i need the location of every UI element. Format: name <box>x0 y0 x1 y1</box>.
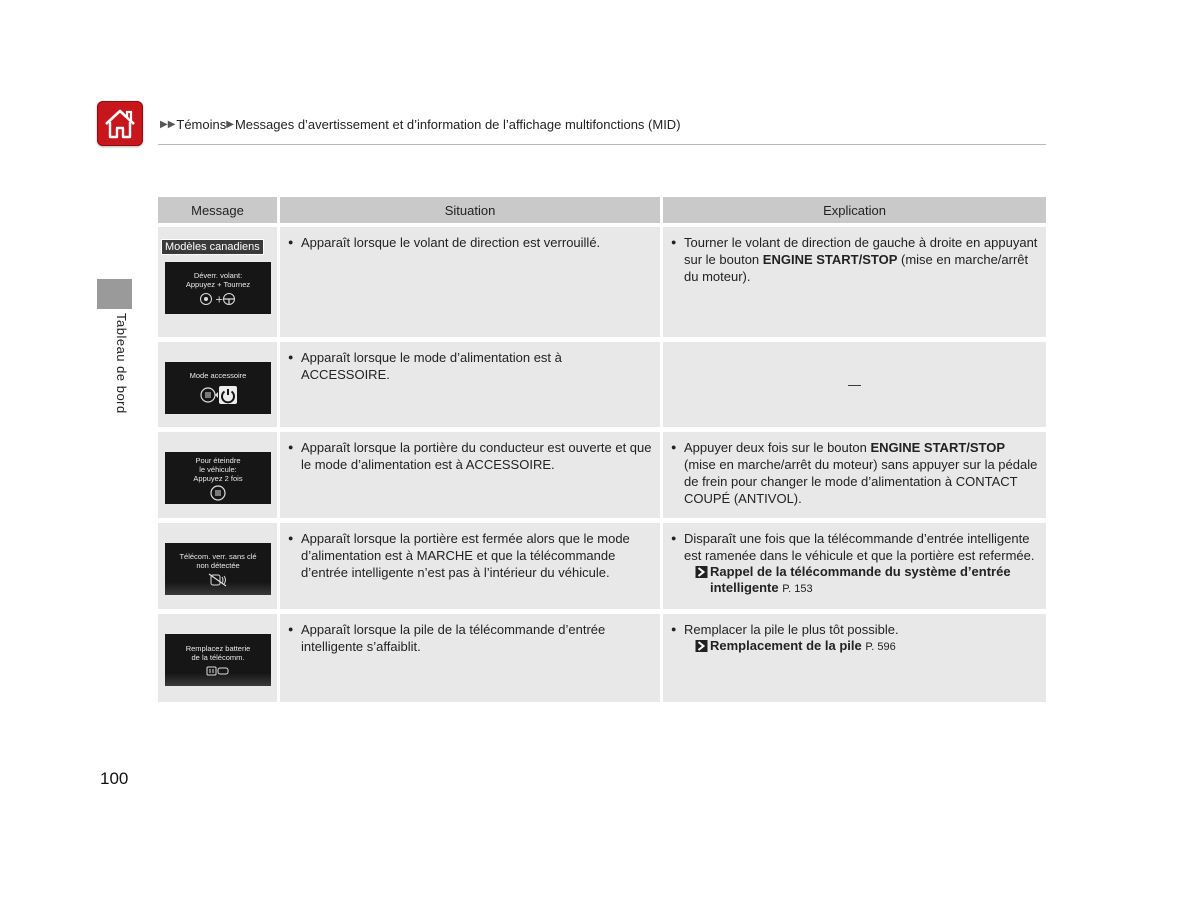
key-fob-icon <box>206 573 230 587</box>
explication-cell <box>663 432 1046 518</box>
situation-text: Apparaît lorsque la portière est fermée alors que le mode d’alimentation est à MARCHE et que la télécommande d’entrée intelligente n’est pas à l’intérieur du véhicule. <box>301 531 630 580</box>
column-header-message: Message <box>158 197 277 223</box>
breadcrumb-title: Messages d’avertissement et d’information de l’affichage multifonctions (MID) <box>234 117 681 132</box>
situation-cell <box>280 342 660 427</box>
bullet-icon: ● <box>288 352 294 362</box>
message-cell <box>158 523 277 609</box>
messages-table <box>158 197 1046 707</box>
start-button-icon <box>210 485 226 501</box>
explication-cell <box>663 614 1046 702</box>
breadcrumb-section-link[interactable]: Témoins <box>176 117 227 132</box>
cross-reference-link[interactable] <box>671 564 1038 597</box>
screen-line: le véhicule: <box>199 464 237 474</box>
mid-screen-key-not-detected <box>165 543 271 595</box>
bullet-icon: ● <box>671 237 677 247</box>
message-cell <box>158 342 277 427</box>
battery-icon <box>205 665 231 677</box>
screen-line: Télécom. verr. sans clé <box>179 551 257 561</box>
header-rule <box>158 144 1046 145</box>
power-button-icon <box>196 385 240 405</box>
cross-reference-link[interactable] <box>671 638 1038 655</box>
steering-wheel-icon <box>198 292 238 306</box>
screen-line: non détectée <box>196 560 240 570</box>
bullet-icon: ● <box>288 237 294 247</box>
home-icon <box>103 108 137 140</box>
situation-cell <box>280 432 660 518</box>
explication-text: Tourner le volant de direction de gauche à droite en appuyant sur le bouton ENGINE START/STOP (mise en marche/arrêt du moteur). <box>684 235 1038 284</box>
column-header-explication: Explication <box>663 197 1046 223</box>
bullet-icon: ● <box>288 442 294 452</box>
message-cell <box>158 227 277 337</box>
table-header-row <box>158 197 1046 223</box>
column-header-situation: Situation <box>280 197 660 223</box>
breadcrumb-arrow-icon: ▶ <box>226 119 234 130</box>
table-row <box>158 227 1046 337</box>
reference-text: Remplacement de la pile P. 596 <box>710 638 896 653</box>
explication-text: Disparaît une fois que la télécommande d’entrée intelligente est ramenée dans le véhicule et que la portière est refermée. <box>684 531 1035 563</box>
screen-line: Déverr. volant: <box>193 270 243 280</box>
mid-screen-accessory-mode <box>165 362 271 414</box>
situation-cell <box>280 227 660 337</box>
situation-text: Apparaît lorsque la pile de la télécommande d’entrée intelligente s’affaiblit. <box>301 622 606 654</box>
situation-text: Apparaît lorsque le mode d’alimentation est à ACCESSOIRE. <box>301 350 562 382</box>
bullet-icon: ● <box>671 533 677 543</box>
table-row <box>158 342 1046 427</box>
explication-cell <box>663 342 1046 427</box>
reference-text: Rappel de la télécommande du système d’entrée intelligente P. 153 <box>710 564 1011 595</box>
table-row <box>158 614 1046 702</box>
reference-arrow-icon <box>693 640 710 652</box>
message-cell <box>158 614 277 702</box>
canadian-models-badge: Modèles canadiens <box>161 239 264 255</box>
explication-cell <box>663 523 1046 609</box>
screen-line: Appuyez + Tournez <box>185 279 251 289</box>
situation-text: Apparaît lorsque la portière du conducteur est ouverte et que le mode d’alimentation est à ACCESSOIRE. <box>301 440 652 472</box>
mid-screen-steering-lock <box>165 262 271 314</box>
chapter-tab[interactable] <box>97 279 132 309</box>
breadcrumb-arrow-icon: ▶▶ <box>160 119 176 130</box>
svg-text:+: + <box>215 294 224 305</box>
table-row <box>158 432 1046 518</box>
situation-text: Apparaît lorsque le volant de direction est verrouillé. <box>301 235 601 250</box>
situation-cell <box>280 614 660 702</box>
screen-line: Mode accessoire <box>189 371 247 380</box>
bullet-icon: ● <box>671 442 677 452</box>
no-explication-dash: — <box>848 377 861 392</box>
breadcrumb <box>160 117 681 132</box>
bullet-icon: ● <box>288 533 294 543</box>
chapter-label: Tableau de bord <box>114 313 129 414</box>
situation-cell <box>280 523 660 609</box>
bullet-icon: ● <box>671 624 677 634</box>
bullet-icon: ● <box>288 624 294 634</box>
explication-cell <box>663 227 1046 337</box>
table-row <box>158 523 1046 609</box>
mid-screen-replace-battery <box>165 634 271 686</box>
screen-line: Pour éteindre <box>195 455 241 465</box>
screen-line: Remplacez batterie <box>185 643 251 653</box>
explication-text: Remplacer la pile le plus tôt possible. <box>684 622 899 637</box>
home-button[interactable] <box>97 101 143 146</box>
page-number: 100 <box>100 769 129 788</box>
reference-arrow-icon <box>693 566 710 578</box>
screen-line: Appuyez 2 fois <box>193 473 243 483</box>
screen-line: de la télécomm. <box>191 652 245 662</box>
message-cell <box>158 432 277 518</box>
explication-text: Appuyer deux fois sur le bouton ENGINE START/STOP (mise en marche/arrêt du moteur) sans appuyer sur la pédale de frein pour changer le mode d’alimentation à CONTACT COUPÉ (ANTIVOL). <box>684 440 1038 506</box>
mid-screen-power-off <box>165 452 271 504</box>
